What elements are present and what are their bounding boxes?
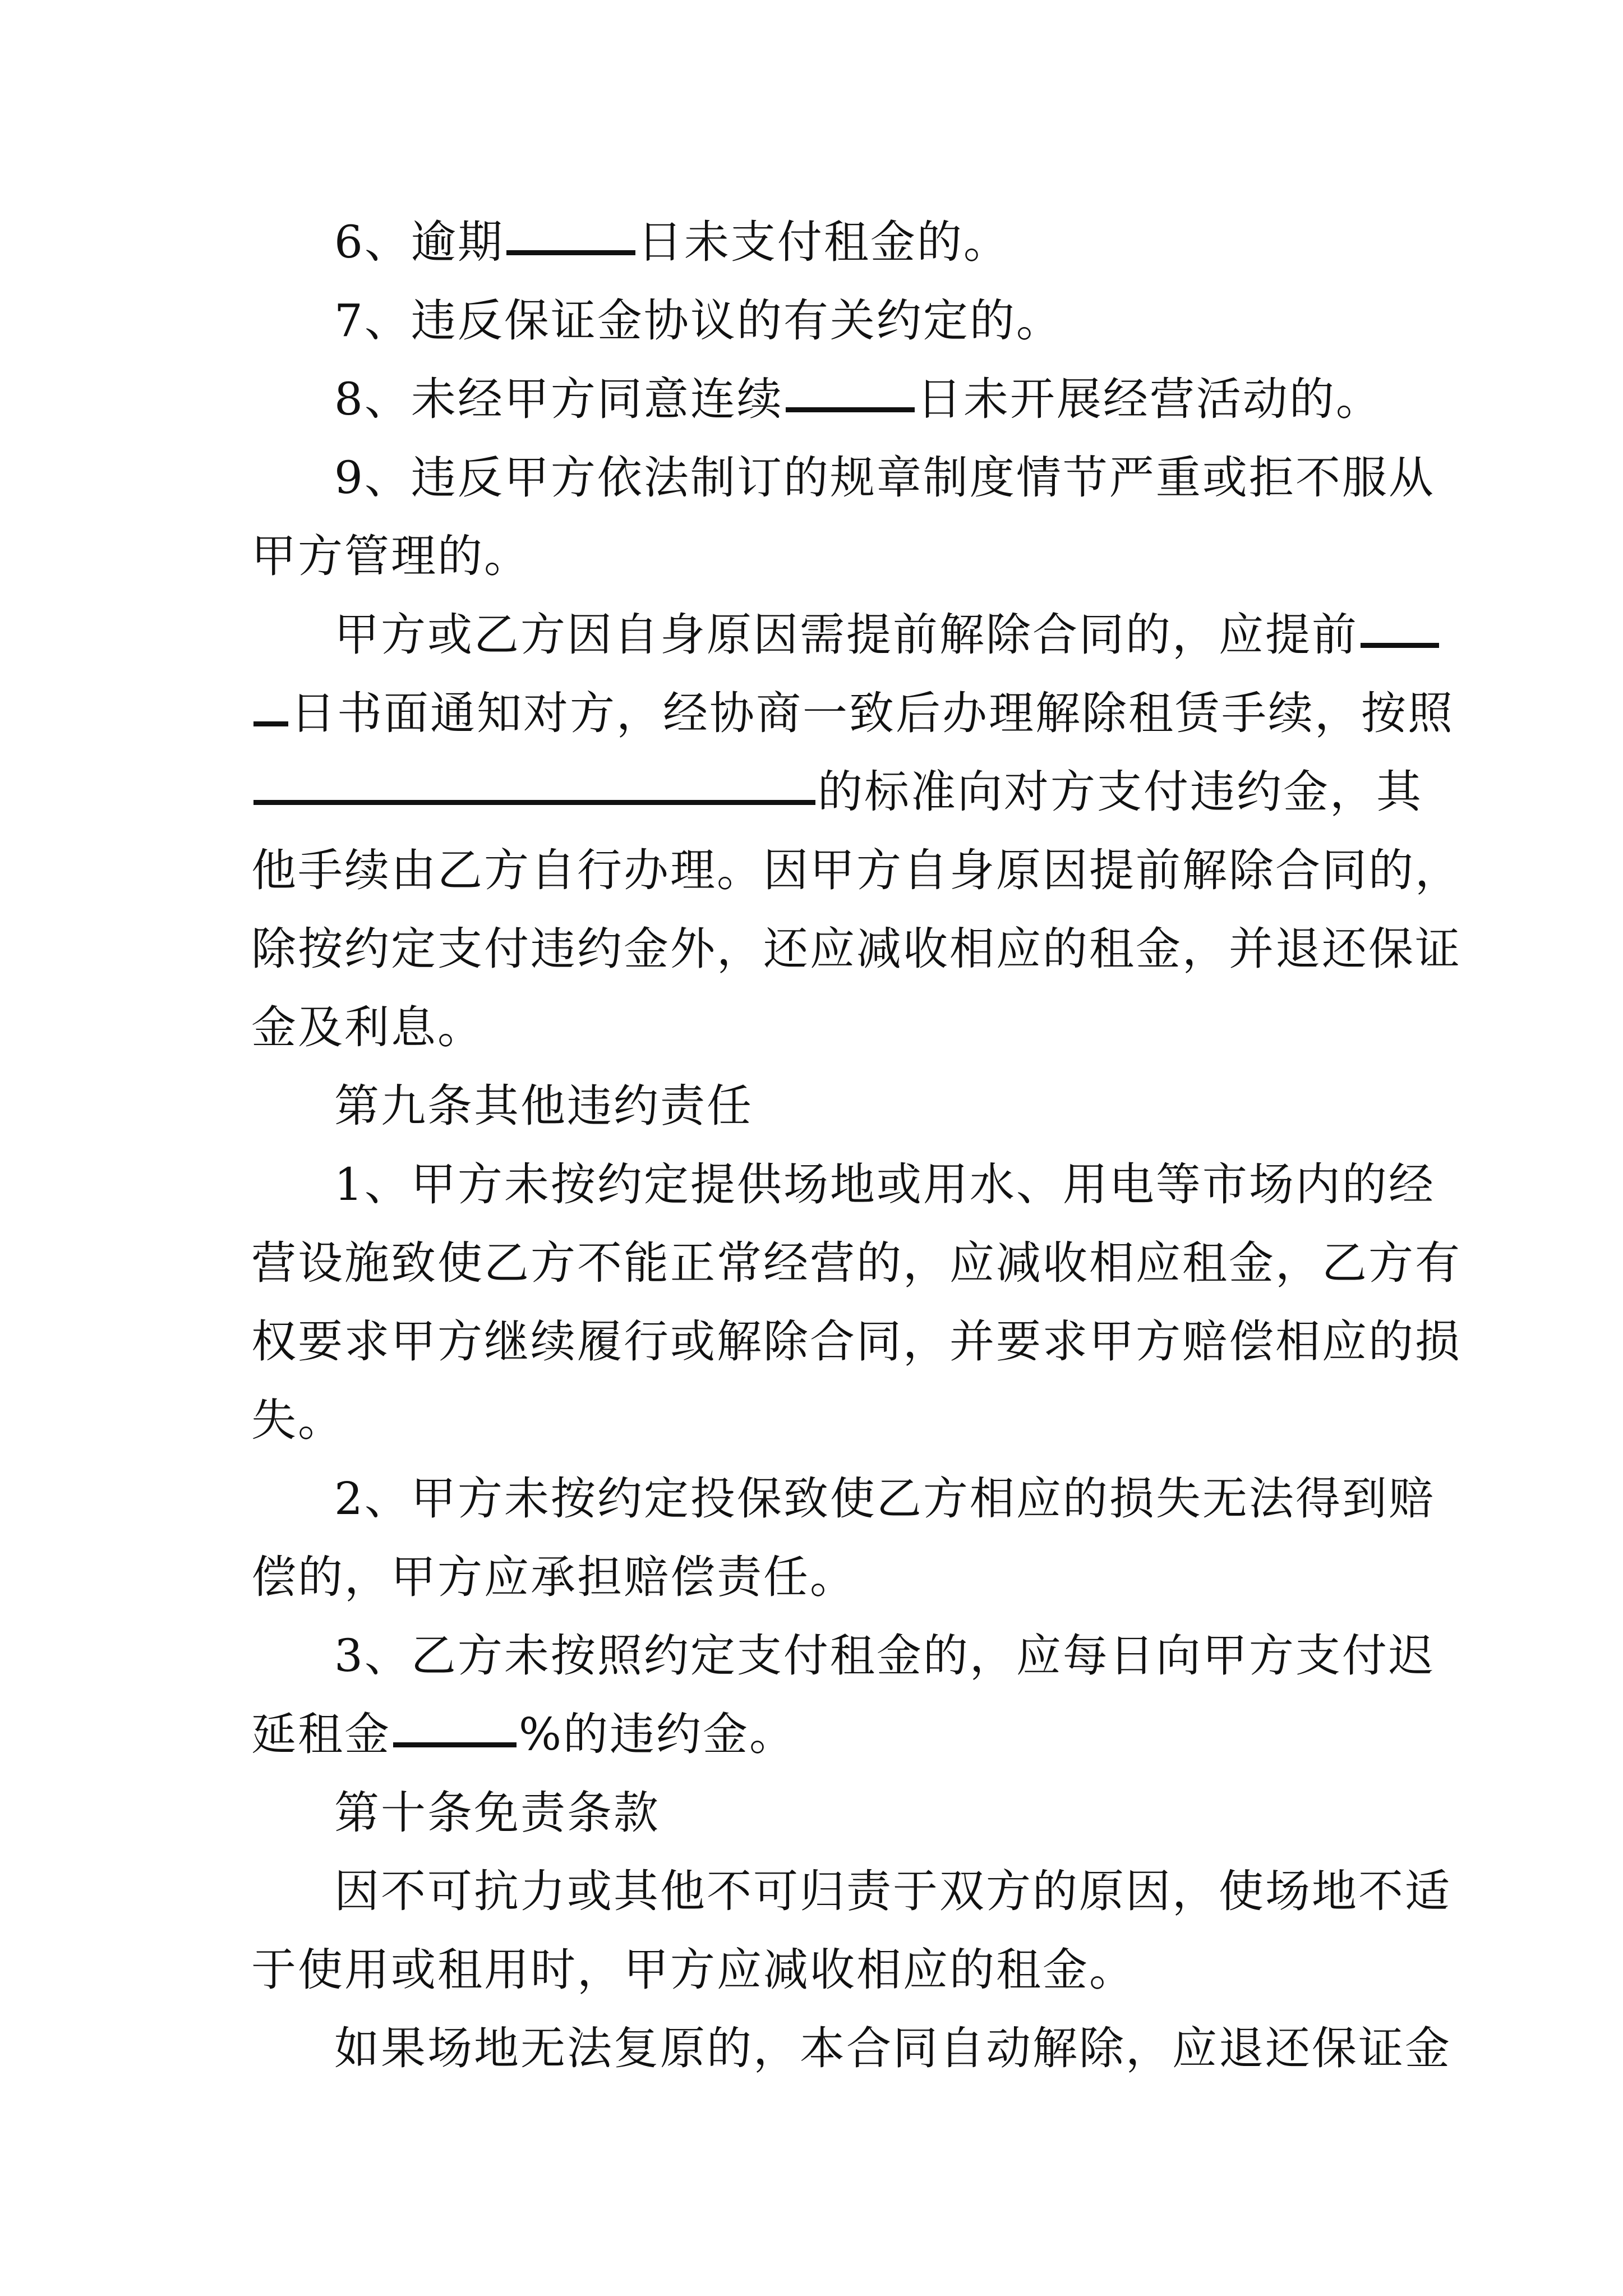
- fill-blank: [506, 250, 635, 255]
- text-line: [251, 1551, 856, 1603]
- line-text: 偿的，甲方应承担赔偿责任。: [251, 1551, 856, 1603]
- fill-blank: [786, 407, 915, 412]
- line-text-after: 日未支付租金的。: [637, 216, 1010, 268]
- fill-blank: [1361, 643, 1439, 648]
- line-text: 3、乙方未按照约定支付租金的，应每日向甲方支付迟: [334, 1630, 1435, 1682]
- fill-blank: [253, 800, 815, 805]
- line-text-after: 的标准向对方支付违约金，其: [818, 766, 1423, 818]
- line-text: 1、甲方未按约定提供场地或用水、用电等市场内的经: [334, 1158, 1435, 1211]
- text-line: [251, 687, 1454, 739]
- line-text-after: %的违约金。: [519, 1708, 796, 1760]
- text-line: [334, 1158, 1435, 1211]
- line-text: 于使用或租用时，甲方应减收相应的租金。: [251, 1944, 1136, 1996]
- section-heading: [334, 1787, 660, 1839]
- text-line: [251, 923, 1461, 975]
- fill-blank: [253, 721, 288, 726]
- text-line: [334, 2022, 1451, 2074]
- text-line: [334, 216, 1010, 268]
- line-text: 权要求甲方继续履行或解除合同，并要求甲方赔偿相应的损: [251, 1315, 1461, 1368]
- text-line: [251, 1315, 1461, 1368]
- text-line: [334, 1865, 1451, 1917]
- line-text: 如果场地无法复原的，本合同自动解除，应退还保证金: [334, 2022, 1451, 2074]
- text-line: [251, 844, 1461, 896]
- line-text: 失。: [251, 1394, 344, 1446]
- line-text: 甲方或乙方因自身原因需提前解除合同的，应提前: [334, 609, 1358, 661]
- line-text: 7、违反保证金协议的有关约定的。: [334, 295, 1063, 347]
- text-line: [334, 609, 1441, 661]
- text-line: [251, 530, 531, 582]
- text-line: [334, 295, 1063, 347]
- line-text: 6、逾期: [334, 216, 504, 268]
- text-line: [334, 1630, 1435, 1682]
- text-line: [251, 1001, 484, 1053]
- text-line: [334, 452, 1435, 504]
- section-heading: [334, 1080, 753, 1132]
- fill-blank: [393, 1742, 517, 1747]
- text-line: [251, 766, 1423, 818]
- text-line: [334, 373, 1382, 425]
- text-line: [251, 1944, 1136, 1996]
- line-text: 他手续由乙方自行办理。因甲方自身原因提前解除合同的，: [251, 844, 1461, 896]
- line-text: 除按约定支付违约金外，还应减收相应的租金，并退还保证: [251, 923, 1461, 975]
- text-line: [251, 1237, 1461, 1289]
- line-text: 金及利息。: [251, 1001, 484, 1053]
- line-text: 延租金: [251, 1708, 391, 1760]
- line-text: 8、未经甲方同意连续: [334, 373, 783, 425]
- line-text: 甲方管理的。: [251, 530, 531, 582]
- line-text: 2、甲方未按约定投保致使乙方相应的损失无法得到赔: [334, 1473, 1435, 1525]
- line-text-after: 日书面通知对方，经协商一致后办理解除租赁手续，按照: [291, 687, 1454, 739]
- line-text: 第九条其他违约责任: [334, 1080, 753, 1132]
- text-line: [251, 1708, 796, 1760]
- text-line: [251, 1394, 344, 1446]
- line-text: 第十条免责条款: [334, 1787, 660, 1839]
- text-line: [334, 1473, 1435, 1525]
- line-text: 9、违反甲方依法制订的规章制度情节严重或拒不服从: [334, 452, 1435, 504]
- line-text: 营设施致使乙方不能正常经营的，应减收相应租金，乙方有: [251, 1237, 1461, 1289]
- line-text: 因不可抗力或其他不可归责于双方的原因，使场地不适: [334, 1865, 1451, 1917]
- line-text-after: 日未开展经营活动的。: [916, 373, 1382, 425]
